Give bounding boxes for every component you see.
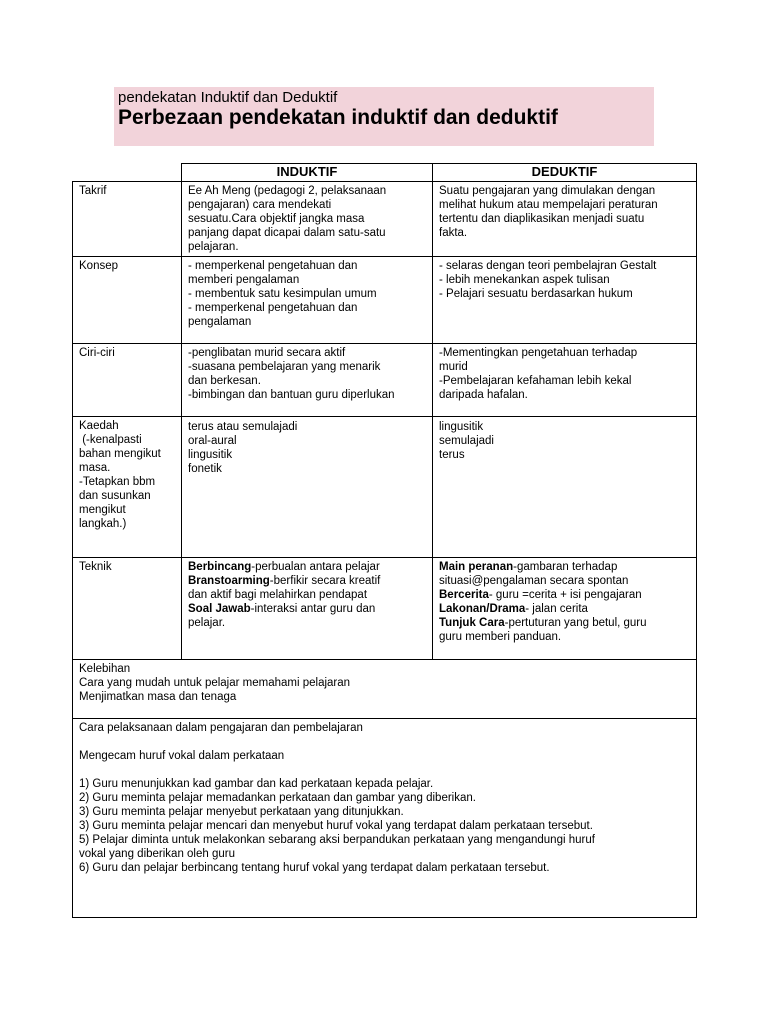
- technique-desc: -perbualan antara pelajar: [251, 561, 380, 573]
- page-subtitle: pendekatan Induktif dan Deduktif: [118, 89, 338, 106]
- text-line: situasi@pengalaman secara spontan: [439, 575, 629, 587]
- table-row-takrif: [73, 182, 697, 257]
- technique-desc: -interaksi antar guru dan: [250, 603, 376, 615]
- text-line: lingusitik: [439, 421, 484, 433]
- table-row-konsep: [73, 257, 697, 344]
- technique-desc: -pertuturan yang betul, guru: [504, 617, 647, 629]
- technique-name: Berbincang: [188, 561, 252, 573]
- technique-name: Lakonan/Drama: [439, 603, 526, 615]
- teknik-induktif-cell: [182, 558, 433, 660]
- technique-name: Branstoarming: [188, 575, 270, 587]
- pelaksanaan-cell: [73, 719, 697, 918]
- text-line: fonetik: [188, 463, 222, 475]
- technique-desc: -gambaran terhadap: [513, 561, 618, 573]
- text-line: -bimbingan dan bantuan guru diperlukan: [188, 389, 395, 401]
- step-item: 3) Guru meminta pelajar mencari dan menyebut huruf vokal yang terdapat dalam perkataan tersebut.: [79, 820, 593, 832]
- ciri-deduktif-cell: [433, 344, 697, 417]
- step-item: 3) Guru meminta pelajar menyebut perkataan yang ditunjukkan.: [79, 806, 404, 818]
- pelaksanaan-subheading: Mengecam huruf vokal dalam perkataan: [79, 750, 285, 762]
- text-line: - lebih menekankan aspek tulisan: [439, 274, 610, 286]
- row-label-ciri: Ciri-ciri: [73, 344, 182, 417]
- text-line: pelajar.: [188, 617, 226, 629]
- step-item: 1) Guru menunjukkan kad gambar dan kad perkataan kepada pelajar.: [79, 778, 434, 790]
- text-line: terus: [439, 449, 465, 461]
- text-line: daripada hafalan.: [439, 389, 528, 401]
- text-line: pelajaran.: [188, 241, 239, 253]
- text-line: [439, 616, 691, 630]
- text-line: -Tetapkan bbm: [79, 476, 156, 488]
- technique-desc: - guru =cerita + isi pengajaran: [488, 589, 642, 601]
- row-label-takrif: Takrif: [73, 182, 182, 257]
- text-line: panjang dapat dicapai dalam satu-satu: [188, 227, 386, 239]
- table-row-kelebihan: [73, 660, 697, 719]
- text-line: - membentuk satu kesimpulan umum: [188, 288, 377, 300]
- text-line: semulajadi: [439, 435, 494, 447]
- teknik-deduktif-cell: [433, 558, 697, 660]
- text-line: -Pembelajaran kefahaman lebih kekal: [439, 375, 632, 387]
- row-label-kaedah: [73, 417, 182, 558]
- technique-desc: -berfikir secara kreatif: [269, 575, 381, 587]
- ciri-induktif-cell: [182, 344, 433, 417]
- text-line: [439, 560, 691, 574]
- kelebihan-heading: Kelebihan: [79, 663, 131, 675]
- text-line: - memperkenal pengetahuan dan: [188, 260, 358, 272]
- text-line: terus atau semulajadi: [188, 421, 298, 433]
- column-header-induktif: INDUKTIF: [182, 164, 433, 182]
- text-line: -suasana pembelajaran yang menarik: [188, 361, 381, 373]
- konsep-induktif-cell: [182, 257, 433, 344]
- step-item: 6) Guru dan pelajar berbincang tentang huruf vokal yang terdapat dalam perkataan tersebut.: [79, 862, 550, 874]
- table-header-row: [73, 164, 697, 182]
- text-line: sesuatu.Cara objektif jangka masa: [188, 213, 365, 225]
- text-line: pengajaran) cara mendekati: [188, 199, 332, 211]
- text-line: mengikut: [79, 504, 126, 516]
- text-line: murid: [439, 361, 468, 373]
- text-line: Ee Ah Meng (pedagogi 2, pelaksanaan: [188, 185, 387, 197]
- technique-name: Tunjuk Cara: [439, 617, 505, 629]
- technique-name: Bercerita: [439, 589, 489, 601]
- text-line: melihat hukum atau mempelajari peraturan: [439, 199, 658, 211]
- text-line: Menjimatkan masa dan tenaga: [79, 691, 237, 703]
- table-row-kaedah: [73, 417, 697, 558]
- text-line: dan berkesan.: [188, 375, 261, 387]
- text-line: masa.: [79, 462, 111, 474]
- text-line: lingusitik: [188, 449, 233, 461]
- text-line: pengalaman: [188, 316, 252, 328]
- step-item: 5) Pelajar diminta untuk melakonkan sebarang aksi berpandukan perkataan yang mengandungi huruf: [79, 834, 595, 846]
- text-line: Kaedah: [79, 420, 119, 432]
- technique-name: Main peranan: [439, 561, 514, 573]
- text-line: [188, 602, 427, 616]
- table-row-teknik: [73, 558, 697, 660]
- text-line: (-kenalpasti: [79, 434, 142, 446]
- page-title: Perbezaan pendekatan induktif dan deduktif: [118, 106, 558, 129]
- konsep-deduktif-cell: [433, 257, 697, 344]
- text-line: - memperkenal pengetahuan dan: [188, 302, 358, 314]
- technique-name: Soal Jawab: [188, 603, 251, 615]
- table-row-ciri: [73, 344, 697, 417]
- row-label-konsep: Konsep: [73, 257, 182, 344]
- text-line: fakta.: [439, 227, 468, 239]
- takrif-deduktif-cell: [433, 182, 697, 257]
- text-line: - selaras dengan teori pembelajran Gestalt: [439, 260, 657, 272]
- kelebihan-cell: [73, 660, 697, 719]
- text-line: [439, 602, 691, 616]
- text-line: dan susunkan: [79, 490, 151, 502]
- text-line: dan aktif bagi melahirkan pendapat: [188, 589, 368, 601]
- text-line: oral-aural: [188, 435, 237, 447]
- column-header-deduktif: DEDUKTIF: [433, 164, 697, 182]
- text-line: - Pelajari sesuatu berdasarkan hukum: [439, 288, 633, 300]
- text-line: [439, 588, 691, 602]
- step-item: vokal yang diberikan oleh guru: [79, 848, 235, 860]
- text-line: Suatu pengajaran yang dimulakan dengan: [439, 185, 656, 197]
- pelaksanaan-heading: Cara pelaksanaan dalam pengajaran dan pembelajaran: [79, 722, 363, 734]
- comparison-table: [72, 163, 697, 918]
- text-line: -penglibatan murid secara aktif: [188, 347, 346, 359]
- takrif-induktif-cell: [182, 182, 433, 257]
- kaedah-induktif-cell: [182, 417, 433, 558]
- text-line: tertentu dan diaplikasikan menjadi suatu: [439, 213, 645, 225]
- header-banner: [114, 87, 654, 146]
- technique-desc: - jalan cerita: [525, 603, 588, 615]
- row-label-teknik: Teknik: [73, 558, 182, 660]
- kaedah-deduktif-cell: [433, 417, 697, 558]
- text-line: [188, 560, 427, 574]
- text-line: -Mementingkan pengetahuan terhadap: [439, 347, 638, 359]
- text-line: Cara yang mudah untuk pelajar memahami pelajaran: [79, 677, 351, 689]
- table-row-pelaksanaan: [73, 719, 697, 918]
- text-line: [188, 574, 427, 588]
- text-line: guru memberi panduan.: [439, 631, 562, 643]
- text-line: bahan mengikut: [79, 448, 161, 460]
- step-item: 2) Guru meminta pelajar memadankan perkataan dan gambar yang diberikan.: [79, 792, 476, 804]
- text-line: memberi pengalaman: [188, 274, 300, 286]
- text-line: langkah.): [79, 518, 127, 530]
- header-empty-cell: [73, 164, 182, 182]
